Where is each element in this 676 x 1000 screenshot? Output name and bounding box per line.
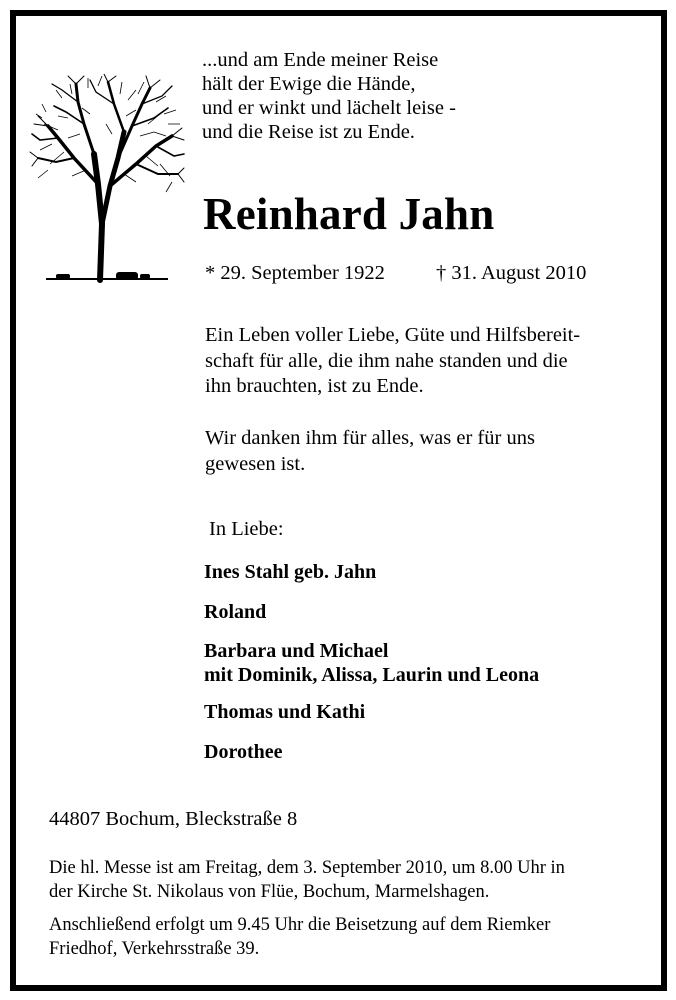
- burial-notice-line: Friedhof, Verkehrsstraße 39.: [49, 939, 260, 959]
- mourner-name: [204, 560, 376, 584]
- burial-notice: [49, 913, 550, 961]
- thanks-line: gewesen ist.: [205, 452, 306, 475]
- tree-icon: [28, 74, 186, 286]
- death-date: † 31. August 2010: [436, 262, 587, 284]
- tribute-line: ihn brauchten, ist zu Ende.: [205, 375, 424, 397]
- thanks-paragraph: [205, 426, 535, 477]
- obituary-frame: [10, 10, 667, 991]
- mass-notice-line: Die hl. Messe ist am Freitag, dem 3. September 2010, um 8.00 Uhr in: [49, 858, 565, 878]
- mourner-name-line: Barbara und Michael: [204, 640, 389, 662]
- thanks-line: Wir danken ihm für alles, was er für uns: [205, 427, 535, 449]
- poem-line: hält der Ewige die Hände,: [202, 73, 416, 95]
- mourner-name-line: mit Dominik, Alissa, Laurin und Leona: [204, 664, 540, 686]
- mourner-name: [204, 639, 539, 687]
- mourners-intro: In Liebe:: [209, 518, 284, 540]
- mourner-name: [204, 740, 283, 764]
- family-address: 44807 Bochum, Bleckstraße 8: [49, 808, 298, 830]
- mourner-name: [204, 700, 365, 724]
- tribute-paragraph: [205, 323, 580, 400]
- poem-line: ...und am Ende meiner Reise: [202, 49, 439, 71]
- mass-notice-line: der Kirche St. Nikolaus von Flüe, Bochum, Marmelshagen.: [49, 882, 490, 902]
- mourner-name-line: Ines Stahl geb. Jahn: [204, 561, 377, 583]
- mourner-name-line: Dorothee: [204, 741, 283, 763]
- poem-line: und die Reise ist zu Ende.: [202, 121, 415, 143]
- deceased-name: Reinhard Jahn: [203, 189, 495, 239]
- tribute-line: schaft für alle, die ihm nahe standen und die: [205, 349, 568, 372]
- burial-notice-line: Anschließend erfolgt um 9.45 Uhr die Beisetzung auf dem Riemker: [49, 915, 551, 935]
- birth-date: * 29. September 1922: [205, 262, 385, 284]
- mass-notice: [49, 856, 565, 904]
- poem-line: und er winkt und lächelt leise -: [202, 97, 456, 119]
- poem-verse: [202, 48, 456, 144]
- mourner-name: [204, 600, 266, 624]
- mourner-name-line: Roland: [204, 601, 267, 623]
- mourner-name-line: Thomas und Kathi: [204, 701, 366, 723]
- tribute-line: Ein Leben voller Liebe, Güte und Hilfsbereit-: [205, 324, 581, 346]
